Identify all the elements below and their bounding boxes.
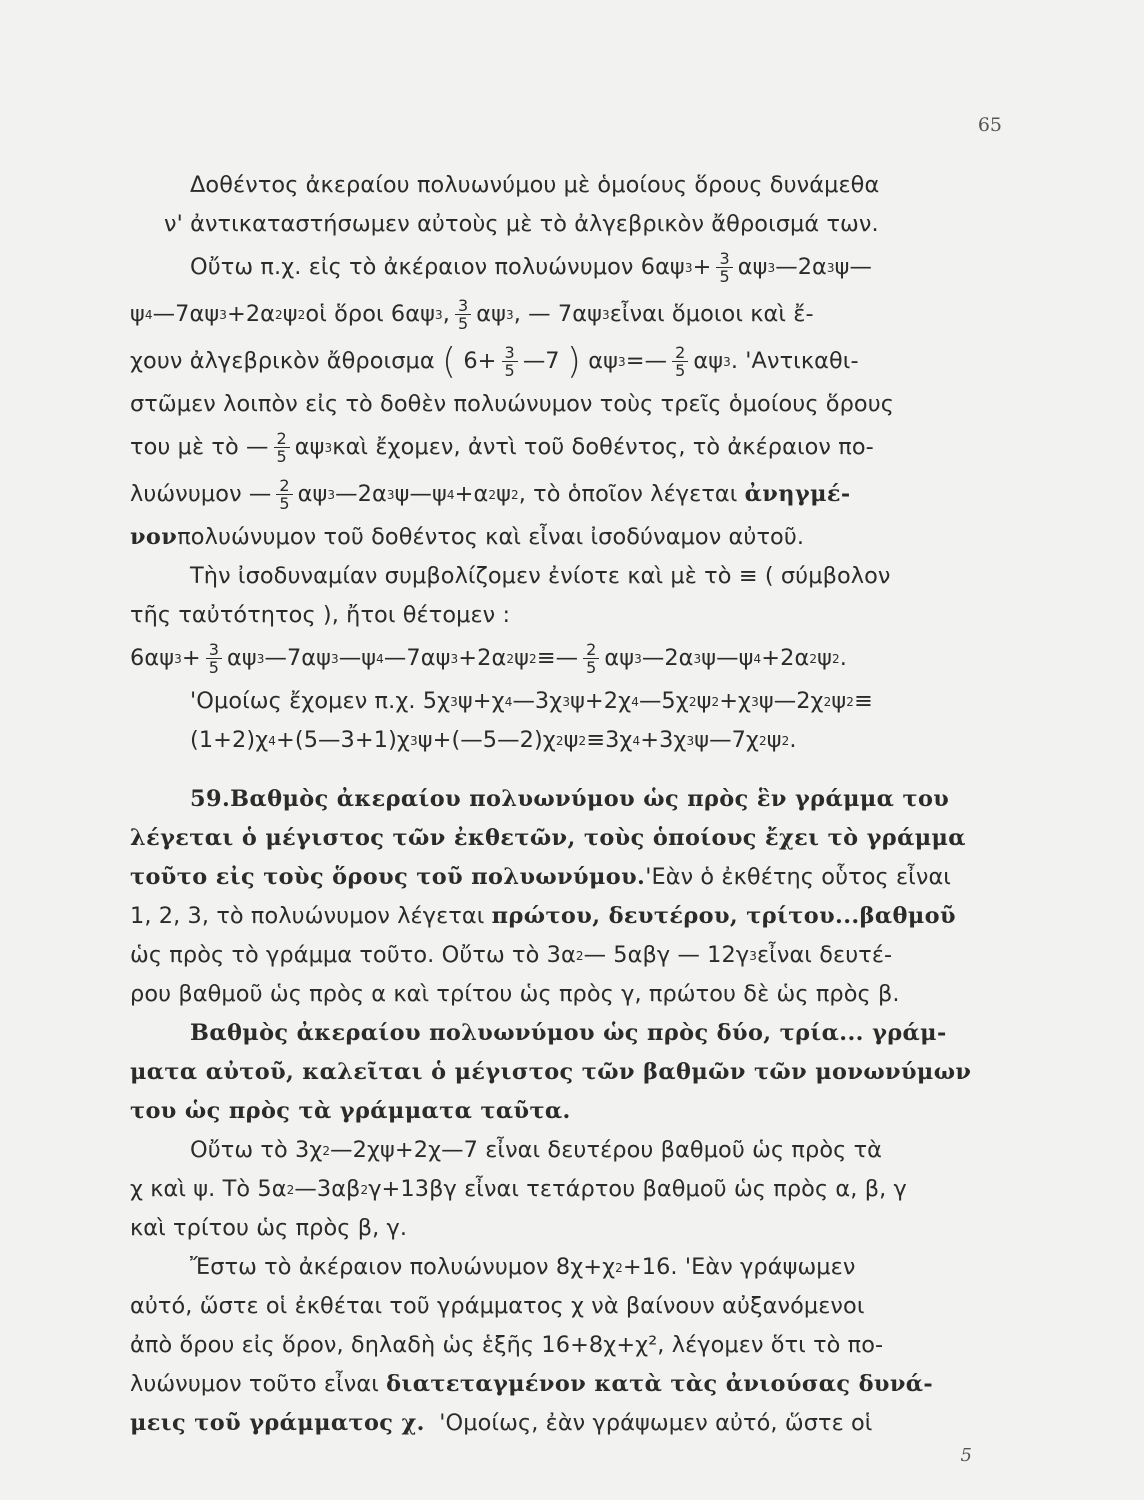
text-line — [130, 1209, 1005, 1248]
text: , — [442, 301, 450, 327]
text: +(5—3+1)χ — [276, 727, 410, 753]
text-line — [130, 518, 1005, 557]
text: αψ — [226, 645, 257, 671]
text: +2α — [458, 645, 507, 671]
text-line: ὡς πρὸς τὸ γράμμα τοῦτο. Οὔτω τὸ 3α 2 — 5αβγ — 12γ 3 εἶναι δευτέ- — [130, 936, 1005, 975]
term-bold: Βαθμὸς ἀκεραίου πολυωνύμου ὡς πρὸς ἓν γράμμα του — [230, 786, 950, 812]
text: ψ — [514, 645, 529, 671]
text: εἶναι δευτέ- — [756, 942, 893, 968]
text: αψ — [693, 348, 724, 374]
text: +3χ — [640, 727, 687, 753]
text: αψ — [737, 254, 768, 280]
text: —2α — [335, 481, 387, 507]
text-line — [130, 975, 1005, 1014]
text: 1, 2, 3, τὸ πολυώνυμον λέγεται — [130, 903, 485, 929]
term-bold: Βαθμὸς ἀκεραίου πολυωνύμου ὡς πρὸς δύο, τρία... γράμ- — [190, 1020, 947, 1046]
fraction — [206, 641, 222, 676]
paren: ( — [441, 340, 457, 382]
equation-line: 6αψ 3 + $\frac{3}{5}$ αψ 3 —7αψ 3 —ψ 4 —7αψ 3 +2α 2 ψ 2 ≡— $\frac{2}{5}$ αψ 3 —2α 3 ψ—ψ 4 +2α 2 ψ 2 . — [130, 635, 1005, 682]
text: αψ — [588, 348, 618, 374]
denominator: 5 — [504, 361, 515, 380]
term-bold: τοῦτο εἰς τοὺς ὅρους τοῦ πολυωνύμου. — [130, 864, 646, 890]
text: ψ — [282, 301, 298, 327]
denominator: 5 — [279, 494, 290, 513]
text-line: του μὲ τὸ — $\frac{2}{5}$ αψ 3 καὶ ἔχομεν, ἀντὶ τοῦ δοθέντος, τὸ ἀκέραιον πο- — [130, 424, 1005, 471]
text: —3αβ — [294, 1176, 361, 1202]
term-bold: διατεταγμένον κατὰ τὰς ἀνιούσας δυνά- — [386, 1371, 934, 1397]
text: Οὔτω π.χ. εἰς τὸ ἀκέραιον πολυώνυμον 6αψ — [190, 254, 685, 280]
text-line: χ καὶ ψ. Τὸ 5α 2 —3αβ 2 γ+13βγ εἶναι τετάρτου βαθμοῦ ὡς πρὸς α, β, γ — [130, 1170, 1005, 1209]
text: ψ — [766, 727, 782, 753]
text-line — [130, 385, 1005, 424]
text-line — [130, 557, 1005, 596]
text: ≡ — [853, 688, 873, 714]
denominator: 5 — [457, 314, 469, 333]
text-line: ψ 4 —7αψ 3 +2α 2 ψ 2 οἱ ὅροι 6αψ 3 , $\frac{3}{5}$ αψ 3 , — 7αψ 3 εἶναι ὅμοιοι καὶ ἔ- — [130, 291, 1005, 338]
text: καὶ τρίτου ὡς πρὸς β, γ. — [130, 1215, 408, 1241]
text: —ψ — [338, 645, 377, 671]
term-bold: μεις τοῦ γράμματος χ. — [130, 1410, 425, 1436]
text-line — [130, 1365, 1005, 1404]
text: 'Ομοίως ἔχομεν π.χ. 5χ — [190, 688, 451, 714]
numerator: 2 — [274, 430, 290, 448]
text: εἶναι ὅμοιοι καὶ ἔ- — [609, 301, 814, 327]
denominator: 5 — [586, 658, 597, 677]
text: ψ+(—5—2)χ — [417, 727, 556, 753]
text: 6+ — [463, 348, 497, 374]
text: στῶμεν λοιπὸν εἰς τὸ δοθὲν πολυώνυμον τοὺς τρεῖς ὁμοίους ὅρους — [130, 391, 895, 417]
text-line — [130, 1092, 1005, 1131]
text-line: Ἔστω τὸ ἀκέραιον πολυώνυμον 8χ+χ 2 +16. 'Εὰν γράψωμεν — [130, 1248, 1005, 1287]
text-line — [130, 897, 1005, 936]
text: —5χ — [638, 688, 689, 714]
text-line — [130, 1404, 1005, 1443]
text: . — [839, 645, 847, 671]
page-body — [130, 166, 1005, 1443]
text-line: (1+2)χ 4 +(5—3+1)χ 3 ψ+(—5—2)χ 2 ψ 2 ≡3χ 4 +3χ 3 ψ—7χ 2 ψ 2 . — [130, 721, 1005, 760]
text: ≡— — [536, 645, 579, 671]
text: ψ — [696, 688, 712, 714]
text-line — [130, 205, 1005, 244]
text-line: χουν ἀλγεβρικὸν ἄθροισμα ( 6+ $\frac{3}{5}$ —7 ) αψ 3 =— $\frac{2}{5}$ αψ 3 . 'Αντικαθι- — [130, 338, 1005, 385]
text: Ἔστω τὸ ἀκέραιον πολυώνυμον 8χ+χ — [190, 1254, 616, 1280]
text: αψ — [297, 481, 328, 507]
text: χ καὶ ψ. Τὸ 5α — [130, 1176, 287, 1202]
text-line — [130, 1014, 1005, 1053]
numerator: 3 — [502, 344, 518, 362]
numerator: 3 — [206, 641, 222, 659]
text: +16. 'Εὰν γράψωμεν — [622, 1254, 856, 1280]
text: +α — [454, 481, 489, 507]
text: οἱ ὅροι 6αψ — [305, 301, 435, 327]
numerator: 2 — [276, 477, 292, 495]
text-line — [130, 1287, 1005, 1326]
text: —2α — [775, 254, 827, 280]
text-line — [130, 780, 1005, 819]
text: ψ — [831, 688, 847, 714]
text: Οὔτω τὸ 3χ — [190, 1137, 323, 1163]
text: =— — [625, 348, 668, 374]
text: (1+2)χ — [190, 727, 269, 753]
text: +2α — [761, 645, 810, 671]
numerator: 2 — [583, 641, 599, 659]
text: — 5αβγ — 12γ — [583, 942, 750, 968]
text: —7 — [522, 348, 560, 374]
text-line: 'Ομοίως ἔχομεν π.χ. 5χ 3 ψ+χ 4 —3χ 3 ψ+2χ 4 —5χ 2 ψ 2 +χ 3 ψ—2χ 2 ψ 2 ≡ — [130, 682, 1005, 721]
text: 'Εὰν ὁ ἐκθέτης οὗτος εἶναι — [645, 864, 951, 890]
text: —2χψ+2χ—7 εἶναι δευτέρου βαθμοῦ ὡς πρὸς τὰ — [330, 1137, 883, 1163]
text-line — [130, 166, 1005, 205]
text-line: λυώνυμον — $\frac{2}{5}$ αψ 3 —2α 3 ψ—ψ 4 +α 2 ψ 2 , τὸ ὁποῖον λέγεται ἀνηγμέ- — [130, 471, 1005, 518]
text: καὶ ἔχομεν, ἀντὶ τοῦ δοθέντος, τὸ ἀκέραιον πο- — [332, 434, 874, 460]
text: —7αψ — [152, 301, 220, 327]
text-line — [130, 1053, 1005, 1092]
fraction — [455, 297, 471, 332]
numerator: 2 — [672, 344, 688, 362]
text: αὐτό, ὥστε οἱ ἐκθέται τοῦ γράμματος χ νὰ βαίνουν αὐξανόμενοι — [130, 1293, 865, 1319]
text-line: Οὔτω π.χ. εἰς τὸ ἀκέραιον πολυώνυμον 6αψ 3 + $\frac{3}{5}$ αψ 3 —2α 3 ψ— — [130, 244, 1005, 291]
text: ἀπὸ ὅρου εἰς ὅρον, δηλαδὴ ὡς ἑξῆς 16+8χ+χ², λέγομεν ὅτι τὸ πο- — [130, 1332, 884, 1358]
numerator: 3 — [716, 250, 732, 268]
text: ν' ἀντικαταστήσωμεν αὐτοὺς μὲ τὸ ἀλγεβρικὸν ἄθροισμά των. — [164, 211, 879, 237]
text: χουν ἀλγεβρικὸν ἄθροισμα — [130, 348, 435, 374]
text-line — [130, 858, 1005, 897]
text: ψ—7χ — [694, 727, 759, 753]
text: ψ+χ — [457, 688, 505, 714]
section-gap — [130, 760, 1005, 780]
text: . 'Αντικαθι- — [730, 348, 859, 374]
text: —7αψ — [383, 645, 451, 671]
text: 6αψ — [130, 645, 175, 671]
signature-mark: 5 — [960, 1445, 972, 1466]
text: +χ — [719, 688, 752, 714]
fraction — [502, 344, 518, 379]
text: ≡3χ — [586, 727, 633, 753]
text: του μὲ τὸ — — [130, 434, 269, 460]
text: +2α — [226, 301, 276, 327]
text: ψ — [817, 645, 832, 671]
term-bold: ἀνηγμέ- — [744, 481, 851, 507]
text: λυώνυμον — — [130, 481, 272, 507]
term-bold: νον — [130, 524, 178, 550]
term-bold: λέγεται ὁ μέγιστος τῶν ἐκθετῶν, τοὺς ὁποίους ἔχει τὸ γράμμα — [130, 825, 966, 851]
text: τῆς ταὐτότητος ), ἤτοι θέτομεν : — [130, 602, 511, 628]
page-number: 65 — [977, 114, 1002, 136]
text: —2α — [641, 645, 694, 671]
paren: ) — [566, 340, 582, 382]
text: ψ — [496, 481, 511, 507]
text-line — [130, 1326, 1005, 1365]
text: Τὴν ἰσοδυναμίαν συμβολίζομεν ἐνίοτε καὶ μὲ τὸ ≡ ( σύμβολον — [190, 563, 891, 589]
text: . — [789, 727, 797, 753]
text-line — [130, 596, 1005, 635]
text: ψ—2χ — [758, 688, 824, 714]
text: + — [692, 254, 712, 280]
text: , — 7αψ — [513, 301, 602, 327]
term-bold: ματα αὐτοῦ, καλεῖται ὁ μέγιστος τῶν βαθμῶν τῶν μονωνύμων — [130, 1059, 972, 1085]
text: + — [181, 645, 201, 671]
text: αψ — [604, 645, 635, 671]
text: ψ — [130, 301, 145, 327]
fraction — [672, 344, 688, 379]
numerator: 3 — [455, 297, 471, 315]
denominator: 5 — [276, 447, 287, 466]
fraction — [716, 250, 732, 285]
text: αψ — [476, 301, 506, 327]
term-bold: πρώτου, δευτέρου, τρίτου...βαθμοῦ — [491, 903, 956, 929]
fraction — [274, 430, 290, 465]
text: ρου βαθμοῦ ὡς πρὸς α καὶ τρίτου ὡς πρὸς γ, πρώτου δὲ ὡς πρὸς β. — [130, 981, 900, 1007]
denominator: 5 — [675, 361, 686, 380]
text: αψ — [294, 434, 325, 460]
text: γ+13βγ εἶναι τετάρτου βαθμοῦ ὡς πρὸς α, β, γ — [368, 1176, 907, 1202]
text: πολυώνυμον τοῦ δοθέντος καὶ εἶναι ἰσοδύναμον αὐτοῦ. — [177, 524, 805, 550]
text: —3χ — [512, 688, 563, 714]
text-line: Οὔτω τὸ 3χ 2 —2χψ+2χ—7 εἶναι δευτέρου βαθμοῦ ὡς πρὸς τὰ — [130, 1131, 1005, 1170]
text: ψ—ψ — [701, 645, 754, 671]
text: ψ—ψ — [394, 481, 447, 507]
text: ψ — [563, 727, 579, 753]
text: Δοθέντος ἀκεραίου πολυωνύμου μὲ ὁμοίους ὅρους δυνάμεθα — [190, 172, 880, 198]
text: ὡς πρὸς τὸ γράμμα τοῦτο. Οὔτω τὸ 3α — [130, 942, 576, 968]
denominator: 5 — [719, 267, 730, 286]
text-line — [130, 819, 1005, 858]
section-number: 59. — [190, 786, 231, 812]
text: —7αψ — [264, 645, 332, 671]
fraction — [276, 477, 292, 512]
term-bold: του ὡς πρὸς τὰ γράμματα ταῦτα. — [130, 1098, 571, 1124]
text: 'Ομοίως, ἐὰν γράψωμεν αὐτό, ὥστε οἱ — [439, 1410, 873, 1436]
fraction — [583, 641, 599, 676]
denominator: 5 — [208, 658, 219, 677]
text: , τὸ ὁποῖον λέγεται — [518, 481, 738, 507]
text: λυώνυμον τοῦτο εἶναι — [130, 1371, 379, 1397]
text: ψ+2χ — [570, 688, 632, 714]
text: ψ— — [834, 254, 873, 280]
